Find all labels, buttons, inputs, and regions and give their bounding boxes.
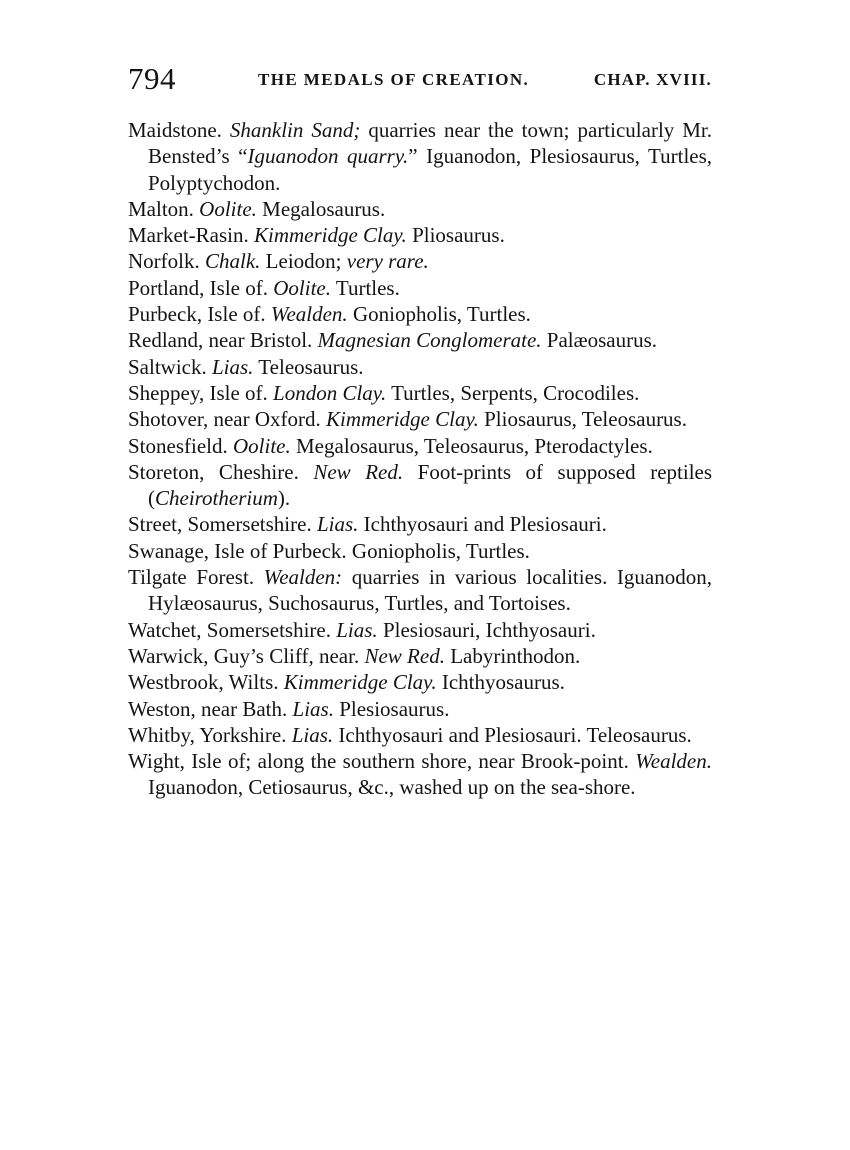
locality-entry: [128, 748, 712, 801]
text-run: Storeton, Cheshire.: [128, 459, 314, 484]
text-run: Warwick, Guy’s Cliff, near.: [128, 643, 365, 668]
locality-entry: [128, 617, 712, 643]
italic-run: Wealden:: [263, 565, 343, 590]
locality-entry: [128, 459, 712, 512]
text-run: Maidstone.: [128, 118, 230, 142]
text-run: Plesiosauri, Ichthyosauri.: [377, 617, 596, 642]
italic-run: Lias.: [292, 696, 334, 721]
text-run: Weston, near Bath.: [128, 696, 293, 721]
italic-run: Iguanodon quarry.: [247, 144, 409, 169]
italic-run: Lias.: [291, 722, 334, 747]
text-run: quarries in various localities. Iguanodon, Hylæosaurus, Suchosaurus, Turtles, and Tortoises.: [148, 565, 712, 616]
italic-run: Wealden.: [635, 749, 712, 774]
text-run: Norfolk.: [128, 249, 205, 274]
chapter-label: CHAP. XVIII.: [593, 70, 712, 89]
text-run: Tilgate Forest.: [128, 565, 264, 590]
italic-run: New Red.: [364, 643, 445, 668]
text-run: Ichthyosaurus.: [436, 670, 565, 695]
italic-run: Chalk.: [205, 249, 261, 274]
text-run: Shotover, near Oxford.: [128, 407, 327, 432]
locality-entry: [128, 511, 712, 537]
text-run: Street, Somersetshire.: [128, 512, 317, 537]
italic-run: Oolite.: [199, 196, 257, 221]
text-run: Teleosaurus.: [253, 354, 364, 379]
text-run: Purbeck, Isle of.: [128, 302, 271, 327]
italic-run: Lias.: [316, 512, 359, 537]
italic-run: New Red.: [313, 459, 404, 484]
text-run: ).: [277, 486, 291, 511]
text-run: Plesiosaurus.: [333, 696, 450, 721]
running-title: THE MEDALS OF CREATION.: [258, 70, 530, 89]
italic-run: Shanklin Sand;: [229, 118, 361, 142]
italic-run: Kimmeridge Clay.: [326, 407, 479, 432]
locality-entry: [128, 275, 712, 301]
text-run: Watchet, Somersetshire.: [128, 617, 337, 642]
locality-entry: [128, 722, 712, 748]
text-run: Ichthyosauri and Plesiosauri. Teleosaurus.: [333, 722, 692, 747]
text-run: Ichthyosauri and Plesiosauri.: [358, 512, 607, 537]
text-run: Market-Rasin.: [128, 223, 254, 248]
page-number: 794: [128, 61, 176, 96]
italic-run: Lias.: [336, 617, 378, 642]
locality-entry: [128, 222, 712, 248]
text-run: Turtles.: [330, 275, 400, 300]
text-run: ” Iguanodon, Plesiosaurus, Turtles, Polyptychodon.: [148, 144, 713, 195]
text-run: Foot-prints of supposed reptiles (: [148, 459, 713, 511]
italic-run: Kimmeridge Clay.: [253, 223, 407, 248]
text-run: Portland, Isle of.: [128, 275, 274, 300]
text-run: Labyrinthodon.: [444, 643, 581, 668]
locality-entry: [128, 354, 712, 380]
locality-entry: [128, 380, 712, 406]
locality-entry: [128, 433, 712, 459]
running-header: [128, 62, 712, 96]
locality-entry: [128, 248, 712, 274]
italic-run: Lias.: [212, 354, 254, 379]
text-run: Pliosaurus.: [406, 223, 505, 248]
locality-entry: [128, 564, 712, 617]
text-run: Westbrook, Wilts.: [128, 670, 284, 695]
text-run: Goniopholis, Turtles.: [347, 302, 531, 327]
locality-entry: [128, 301, 712, 327]
text-run: Megalosaurus, Teleosaurus, Pterodactyles.: [290, 433, 653, 458]
text-run: Malton.: [128, 196, 200, 221]
text-run: quarries near the town; particularly Mr. Bensted’s “: [148, 118, 713, 169]
text-run: Megalosaurus.: [256, 196, 386, 221]
text-run: Wight, Isle of; along the southern shore, near Brook-point.: [128, 749, 636, 774]
locality-entry: [128, 117, 712, 196]
locality-entry: [128, 669, 712, 695]
locality-entry: [128, 643, 712, 669]
text-run: Sheppey, Isle of.: [128, 380, 274, 405]
italic-run: Oolite.: [233, 433, 291, 458]
text-run: Whitby, Yorkshire.: [128, 722, 292, 747]
locality-entry: [128, 327, 712, 353]
text-run: Iguanodon, Cetiosaurus, &c., washed up on the sea-shore.: [148, 775, 636, 800]
locality-entry: [128, 696, 712, 722]
text-run: Pliosaurus, Teleosaurus.: [478, 407, 687, 432]
locality-list: [128, 117, 712, 801]
locality-entry: [128, 406, 712, 432]
italic-run: Oolite.: [273, 275, 331, 300]
italic-run: Kimmeridge Clay.: [283, 670, 437, 695]
locality-entry: [128, 196, 712, 222]
italic-run: London Clay.: [273, 380, 387, 405]
italic-run: Magnesian Conglomerate.: [317, 328, 542, 353]
text-run: Redland, near Bristol.: [128, 328, 318, 353]
italic-run: very rare.: [346, 249, 429, 274]
text-run: Saltwick.: [128, 354, 212, 379]
text-run: Palæosaurus.: [541, 328, 658, 353]
text-run: Swanage, Isle of Purbeck. Goniopholis, Turtles.: [128, 538, 530, 563]
italic-run: Cheirotherium: [155, 486, 278, 511]
locality-entry: [128, 538, 712, 564]
italic-run: Wealden.: [270, 302, 348, 327]
text-run: Turtles, Serpents, Crocodiles.: [386, 380, 640, 405]
text-run: Leiodon;: [260, 249, 347, 274]
text-run: Stonesfield.: [128, 433, 233, 458]
